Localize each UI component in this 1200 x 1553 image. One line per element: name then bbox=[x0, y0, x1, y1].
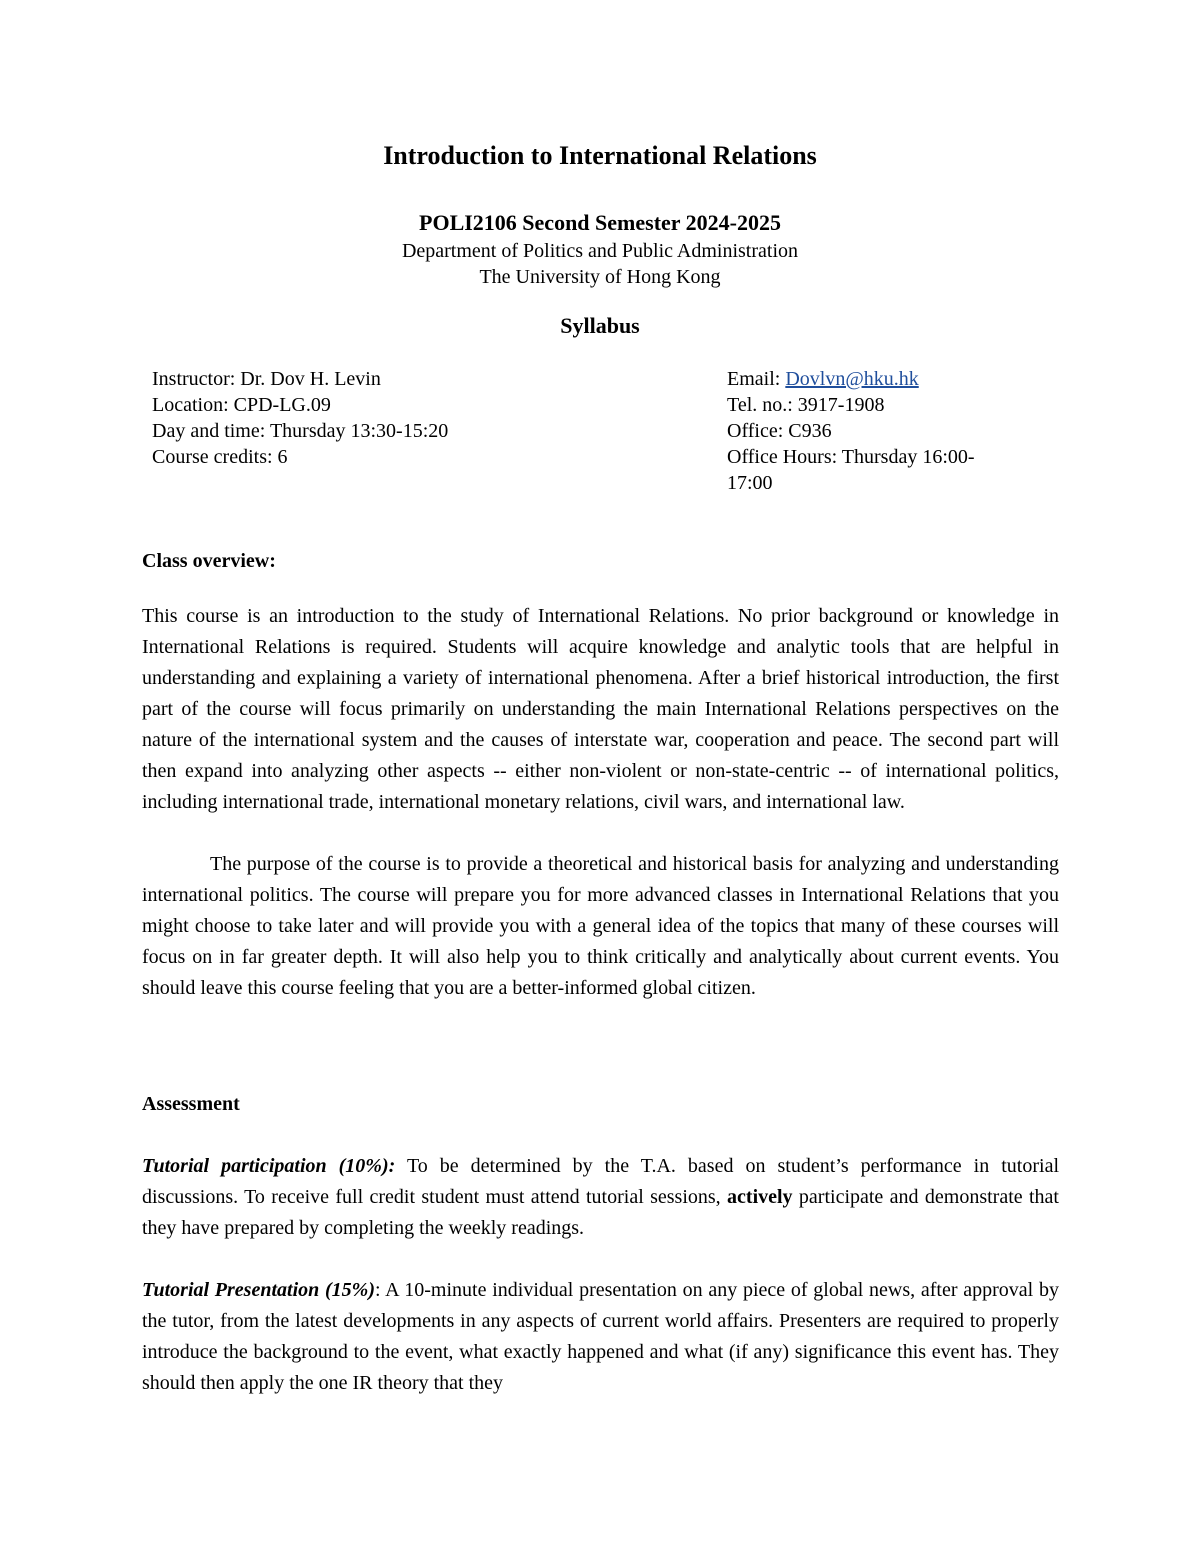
participation-text-b: participate and demonstrate that they have prepared by completing the weekly readings. bbox=[142, 1186, 1059, 1239]
email-link[interactable]: Dovlvn@hku.hk bbox=[785, 368, 919, 390]
department-name: Department of Politics and Public Administration bbox=[401, 240, 799, 262]
overview-paragraph-2: The purpose of the course is to provide a theoretical and historical basis for analyzing and understanding international politics. The course will prepare you for more advanced classes in International Relations that you might choose to take later and will provide you with a general idea of the topics that many of these courses will focus on in far greater depth. It will also help you to think critically and analytically about current events. You should leave this course feeling that you are a better-informed global citizen. bbox=[142, 853, 1059, 999]
overview-paragraph-1: This course is an introduction to the study of International Relations. No prior background or knowledge in International Relations is required. Students will acquire knowledge and analytic tools that are helpful in understanding and explaining a variety of international phenomena. After a brief historical introduction, the first part of the course will focus primarily on understanding the main International Relations perspectives on the nature of the international system and the causes of interstate war, cooperation and peace. The second part will then expand into analyzing other aspects -- either non-violent or non-state-centric -- of international politics, including international trade, international monetary relations, civil wars, and international law. bbox=[142, 605, 1059, 813]
syllabus-heading: Syllabus bbox=[560, 313, 640, 338]
credits-line: Course credits: 6 bbox=[152, 446, 288, 468]
office-hours-line-cont: 17:00 bbox=[727, 472, 773, 494]
office-line: Office: C936 bbox=[727, 420, 832, 442]
office-hours-line: Office Hours: Thursday 16:00- bbox=[727, 446, 975, 468]
presentation-paragraph bbox=[142, 1275, 1059, 1399]
participation-emphasis: actively bbox=[727, 1186, 793, 1208]
location-line: Location: CPD-LG.09 bbox=[152, 394, 331, 416]
participation-label: Tutorial participation (10%): bbox=[142, 1155, 396, 1177]
course-info-left bbox=[152, 366, 448, 470]
tel-line: Tel. no.: 3917-1908 bbox=[727, 394, 885, 416]
presentation-text: : A 10-minute individual presentation on any piece of global news, after approval by the tutor, from the latest developments in any aspects of current world affairs. Presenters are required to properly introduce the background to the event, what exactly happened and what (if any) significance this event has. They should then apply the one IR theory that they bbox=[142, 1279, 1059, 1394]
university-name: The University of Hong Kong bbox=[479, 266, 721, 288]
participation-paragraph bbox=[142, 1151, 1059, 1244]
day-time-line: Day and time: Thursday 13:30-15:20 bbox=[152, 420, 449, 442]
course-info-right bbox=[727, 366, 975, 496]
assessment-heading: Assessment bbox=[142, 1093, 240, 1115]
email-label: Email: bbox=[727, 368, 786, 390]
email-line bbox=[727, 366, 975, 392]
class-overview-heading: Class overview: bbox=[142, 550, 276, 572]
presentation-label: Tutorial Presentation (15%) bbox=[142, 1279, 375, 1301]
document-title: Introduction to International Relations bbox=[383, 141, 817, 170]
participation-text-a: To be determined by the T.A. based on student’s performance in tutorial discussions. To receive full credit student must attend tutorial sessions, bbox=[142, 1155, 1060, 1208]
instructor-line: Instructor: Dr. Dov H. Levin bbox=[152, 368, 381, 390]
course-code-semester: POLI2106 Second Semester 2024-2025 bbox=[419, 210, 781, 235]
